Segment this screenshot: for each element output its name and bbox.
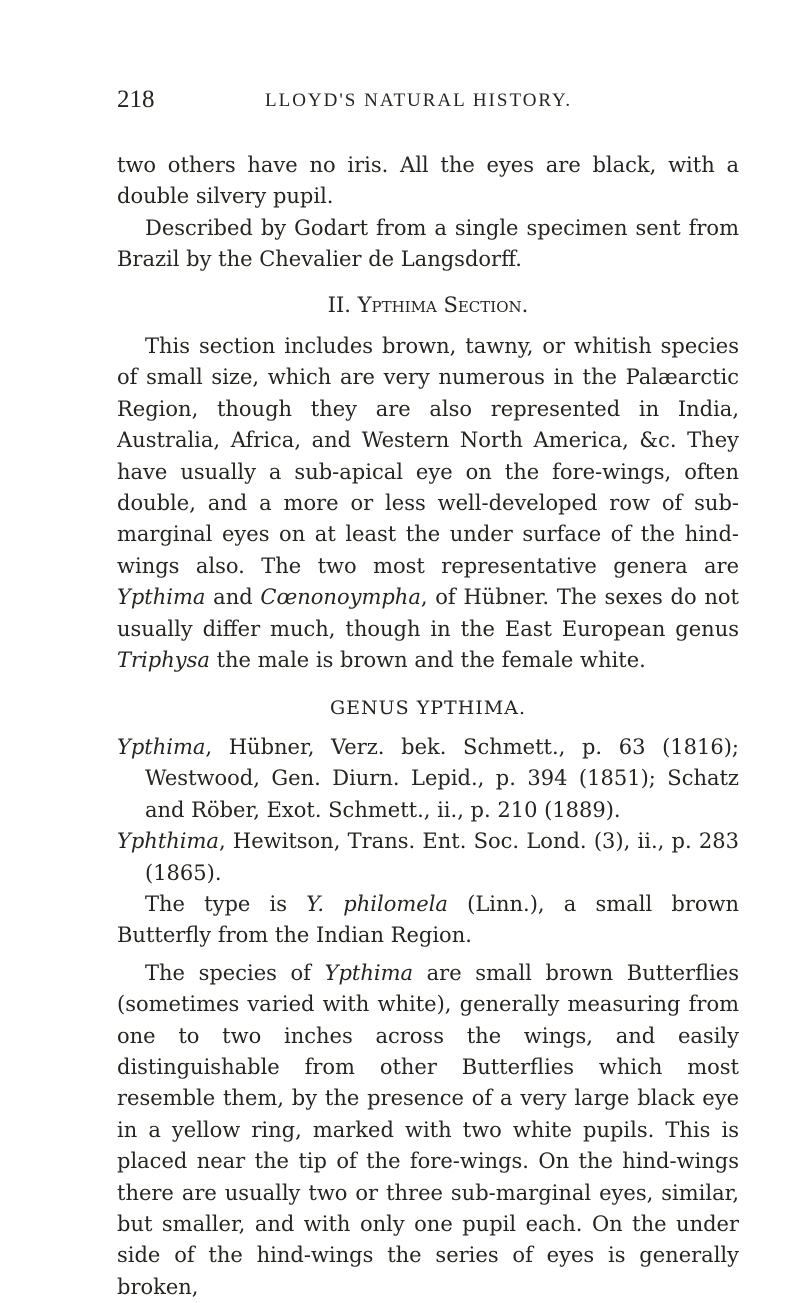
species-text-1: The species of xyxy=(145,960,325,985)
reference-ypthima xyxy=(117,732,739,826)
reference-text: , Hübner, Verz. bek. Schmett., p. 63 (1816); Westwood, Gen. Diurn. Lepid., p. 394 (1851); Schatz and Röber, Exot. Schmett., ii., p. 210 (1889). xyxy=(145,734,739,822)
genus-triphysa: Triphysa xyxy=(117,648,210,673)
running-title: LLOYD'S NATURAL HISTORY. xyxy=(265,90,573,111)
reference-name: Yphthima xyxy=(117,829,219,854)
section-text-3: the male is brown and the female white. xyxy=(209,648,646,673)
section-text-2: , of Hübner. The sexes do not usually differ much, though in the East European genus xyxy=(117,585,739,641)
section-paragraph xyxy=(117,331,739,676)
type-text-2: (Linn.), a small brown Butterfly from the Indian Region. xyxy=(117,891,740,948)
reference-text: , Hewitson, Trans. Ent. Soc. Lond. (3), ii., p. 283 (1865). xyxy=(145,829,739,885)
section-numeral: II. xyxy=(327,292,351,317)
genus-ypthima: Ypthima xyxy=(117,585,206,610)
species-text-2: are small brown Butterflies (sometimes varied with white), generally measuring from one to two inches across the wings, and easily distinguishable from other Butterflies which most resemble them, by the presence of a very large black eye in a yellow ring, marked with two white pupils. This is placed near the tip of the fore-wings. On the hind-wings there are usually two or three sub-marginal eyes, similar, but smaller, and with only one pupil each. On the under side of the hind-wings the series of eyes is generally broken, xyxy=(117,960,740,1299)
species-paragraph xyxy=(117,958,739,1303)
section-text-1: This section includes brown, tawny, or whitish species of small size, which are very numerous in the Palæarctic Region, though they are also represented in India, Australia, Africa, and Western North America, &c. They have usually a sub-apical eye on the fore-wings, often double, and a more or less well-developed row of sub-marginal eyes on at least the under surface of the hind-wings also. The two most representative genera are xyxy=(117,334,739,578)
reference-yphthima xyxy=(117,826,739,889)
genus-coenonympha: Cœnonoymphа xyxy=(260,585,421,610)
paragraph-continued: two others have no iris. All the eyes are black, with a double silvery pupil. xyxy=(117,153,739,209)
section-heading xyxy=(117,290,739,321)
reference-name: Ypthima xyxy=(117,734,206,759)
section-text-and: and xyxy=(205,585,261,610)
page-number: 218 xyxy=(117,86,155,113)
page-body xyxy=(117,150,739,1303)
paragraph-godart: Described by Godart from a single specimen sent from Brazil by the Chevalier de Langsdorff. xyxy=(117,215,739,272)
type-species: Y. philomela xyxy=(306,891,448,916)
type-paragraph xyxy=(117,889,739,952)
section-name: Ypthima Section. xyxy=(357,292,529,317)
type-text-1: The type is xyxy=(145,891,307,916)
genus-heading: GENUS YPTHIMA. xyxy=(329,696,527,719)
species-genus: Ypthima xyxy=(324,960,414,985)
page-header xyxy=(117,86,737,116)
